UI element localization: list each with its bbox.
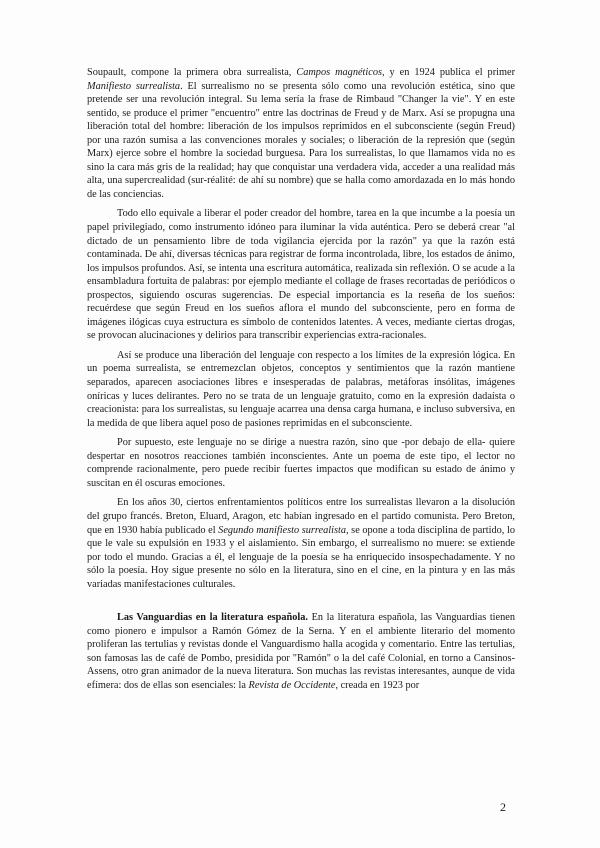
text-run: , y en 1924 publica el primer [381, 67, 515, 78]
text-run: En los años 30, ciertos enfrentamientos políticos entre los surrealistas llevaron a la disolución del grupo francés. Breton, Eluard, Aragon, etc habían ingresado en el partido comunista. Pero Breton, que en 1930 había publicado el [87, 497, 515, 536]
text-run: , se opone a toda disciplina de partido, lo que le vale su expulsión en 1933 y el aislamiento. Sin embargo, el surrealismo no muere: se extiende por todo el mundo. Gracias a él, el lenguaje de la poesía se ha enriquecido insospechadamente. Y no sólo la poesía. Hoy sigue presente no sólo en la literatura, sino en el cine, en la pintura y en las más variadas manifestaciones culturales. [87, 524, 515, 590]
paragraph-6 [87, 611, 515, 692]
paragraph-5 [87, 496, 515, 591]
paragraph-4: Por supuesto, este lenguaje no se dirige a nuestra razón, sino que -por debajo de ella- quiere despertar en nosotros reacciones también inconscientes. Ante un poema de este tipo, el lector no comprende racionalmente, pero puede recibir fuertes impactos que modifican su estado de ánimo y suscitan en él oscuras emociones. [87, 437, 515, 489]
work-title: Segundo manifiesto surrealista [218, 524, 346, 536]
page-number: 2 [500, 800, 506, 814]
text-run: Soupault, compone la primera obra surrealista, [87, 67, 297, 78]
text-run: , creada en 1923 por [335, 679, 420, 691]
work-title: Revista de Occidente [248, 679, 336, 691]
paragraph-2: Todo ello equivale a liberar el poder creador del hombre, tarea en la que incumbe a la poesía un papel privilegiado, como instrumento idóneo para iluminar la vida auténtica. Pero se deberá crear "al dictado de un pensamiento libre de toda vigilancia ejercida por la razón" ya que la razón está contaminada. De ahí, diversas técnicas para registrar de forma incontrolada, libre, los estados de ánimo, los impulsos profundos. Así, se intenta una escritura automática, realizada sin reflexión. O se acude a la ensambladura fortuita de palabras: por ejemplo mediante el collage de frases recortadas de periódicos o prospectos, siguiendo oscuras sugerencias. De especial importancia es la reseña de los sueños: recuérdese que según Freud en los sueños aflora el mundo del subconsciente, pero en forma de imágenes ilógicas cuya estructura es símbolo de contenidos latentes. A veces, mediante ciertas drogas, se provocan alucinaciones y delirios para transcribir experiencias extra-racionales. [87, 208, 515, 342]
work-title: Campos magnéticos [296, 67, 382, 78]
body-text [87, 66, 515, 693]
work-title: Manifiesto surrealista [87, 80, 181, 92]
text-run: En la literatura española, las Vanguardias tienen como pionero e impulsor a Ramón Gómez de la Serna. Y en el ambiente literario del momento proliferan las tertulias y revistas donde el Vanguardismo halla acogida y comentario. Entre las tertulias, son famosas las de café de Pombo, presidida por "Ramón" o la del café Colonial, en torno a Cansinos-Assens, otro gran animador de la nueva literatura. Son muchas las revistas interesantes, aunque de vida efímera: dos de ellas son esenciales: la [87, 612, 515, 691]
paragraph-1 [87, 66, 515, 201]
section-heading: Las Vanguardias en la literatura española. [117, 612, 308, 624]
text-run: . El surrealismo no se presenta sólo como una revolución estética, sino que pretende ser una revolución integral. Su lema sería la frase de Rimbaud "Changer la vie". Y en este sentido, se produce el primer "encuentro" entre las doctrinas de Freud y de Marx. Así se propugna una liberación total del hombre: liberación de los impulsos reprimidos en el subconsciente (según Freud) por una razón sumisa a las convenciones morales y sociales; o liberación de la represión que (según Marx) ejerce sobre el hombre la sociedad burguesa. Para los surrealistas, lo que llamamos vida no es sino la cara más gris de la realidad; hay que conquistar una verdadera vida, acceder a una realidad más alta, una supercrealidad (sur-réalité: de ahí su nombre) que se halla como amordazada en lo más hondo de las conciencias. [87, 80, 515, 200]
paragraph-3: Así se produce una liberación del lenguaje con respecto a los límites de la expresión lógica. En un poema surrealista, se entremezclan objetos, conceptos y sentimientos que la razón mantiene separados, aparecen asociaciones libres e insesperadas de palabras, metáforas insólitas, imágenes oníricas y luces delirantes. Pero no se trata de un lenguaje gratuito, como en la expresión dadaísta o creacionista: para los surrealistas, su lenguaje acarrea una densa carga humana, e incluso subversiva, en la medida de que libera aquel poso de pasiones reprimidas en el subconsciente. [87, 349, 515, 429]
